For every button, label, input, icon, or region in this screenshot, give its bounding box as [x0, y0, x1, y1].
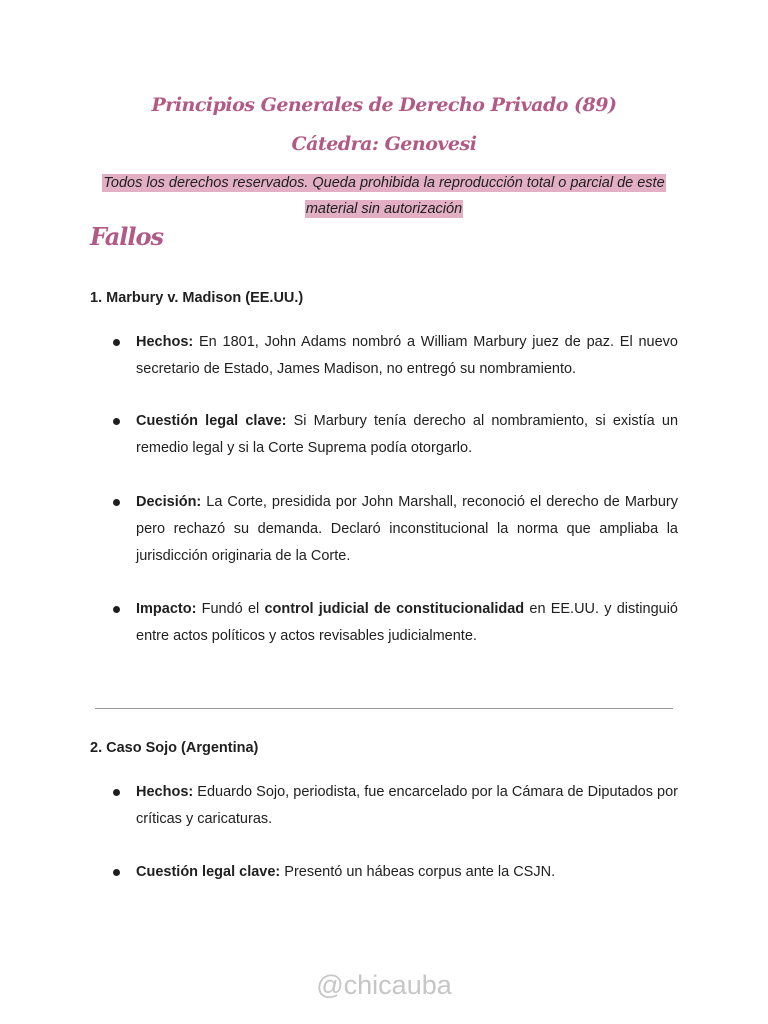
case-title: 2. Caso Sojo (Argentina) — [90, 740, 259, 756]
copyright-notice — [88, 170, 680, 222]
list-item-text: Si Marbury tenía derecho al nombramiento, si existía un remedio legal y si la Corte Suprema podía otorgarlo. — [136, 413, 679, 456]
list-item — [136, 596, 678, 650]
section-title: Fallos — [90, 222, 164, 251]
document-subtitle: Cátedra: Genovesi — [291, 133, 477, 155]
watermark: @chicauba — [316, 970, 452, 1000]
list-item-text: Eduardo Sojo, periodista, fue encarcelado por la Cámara de Diputados por críticas y caricaturas. — [136, 784, 678, 827]
case-title: 1. Marbury v. Madison (EE.UU.) — [90, 290, 304, 306]
bullet-icon — [112, 418, 122, 428]
list-item — [136, 489, 678, 570]
bullet-icon — [112, 339, 122, 349]
list-item — [136, 408, 678, 462]
list-item-emphasis: control judicial de constitucionalidad — [264, 601, 525, 617]
list-item-label: Impacto: — [136, 601, 197, 617]
list-item-label: Hechos: — [136, 334, 194, 350]
list-item-text: Fundó el — [196, 601, 265, 617]
list-item-text: Presentó un hábeas corpus ante la CSJN. — [280, 864, 556, 880]
list-item — [136, 859, 678, 886]
copyright-notice-line-2: material sin autorización — [305, 201, 463, 217]
list-item-label: Decisión: — [136, 494, 202, 510]
list-item — [136, 329, 678, 383]
list-item-text: La Corte, presidida por John Marshall, reconoció el derecho de Marbury pero rechazó su demanda. Declaró inconstitucional la norma que ampliaba la jurisdicción originaria de la Corte. — [136, 494, 678, 564]
document-title: Principios Generales de Derecho Privado (89) — [151, 94, 617, 116]
list-item-text: En 1801, John Adams nombró a William Marbury juez de paz. El nuevo secretario de Estado, James Madison, no entregó su nombramiento. — [136, 334, 678, 377]
list-item — [136, 779, 678, 833]
list-item-text: en EE.UU. y distinguió entre actos políticos y actos revisables judicialmente. — [136, 601, 678, 644]
bullet-icon — [112, 499, 122, 509]
list-item-label: Cuestión legal clave: — [136, 413, 287, 429]
list-item-label: Cuestión legal clave: — [136, 864, 281, 880]
list-item-label: Hechos: — [136, 784, 194, 800]
bullet-icon — [112, 606, 122, 616]
copyright-notice-line-1: Todos los derechos reservados. Queda prohibida la reproducción total o parcial de este — [103, 175, 665, 191]
section-divider — [95, 708, 673, 709]
bullet-icon — [112, 869, 122, 879]
bullet-icon — [112, 789, 122, 799]
